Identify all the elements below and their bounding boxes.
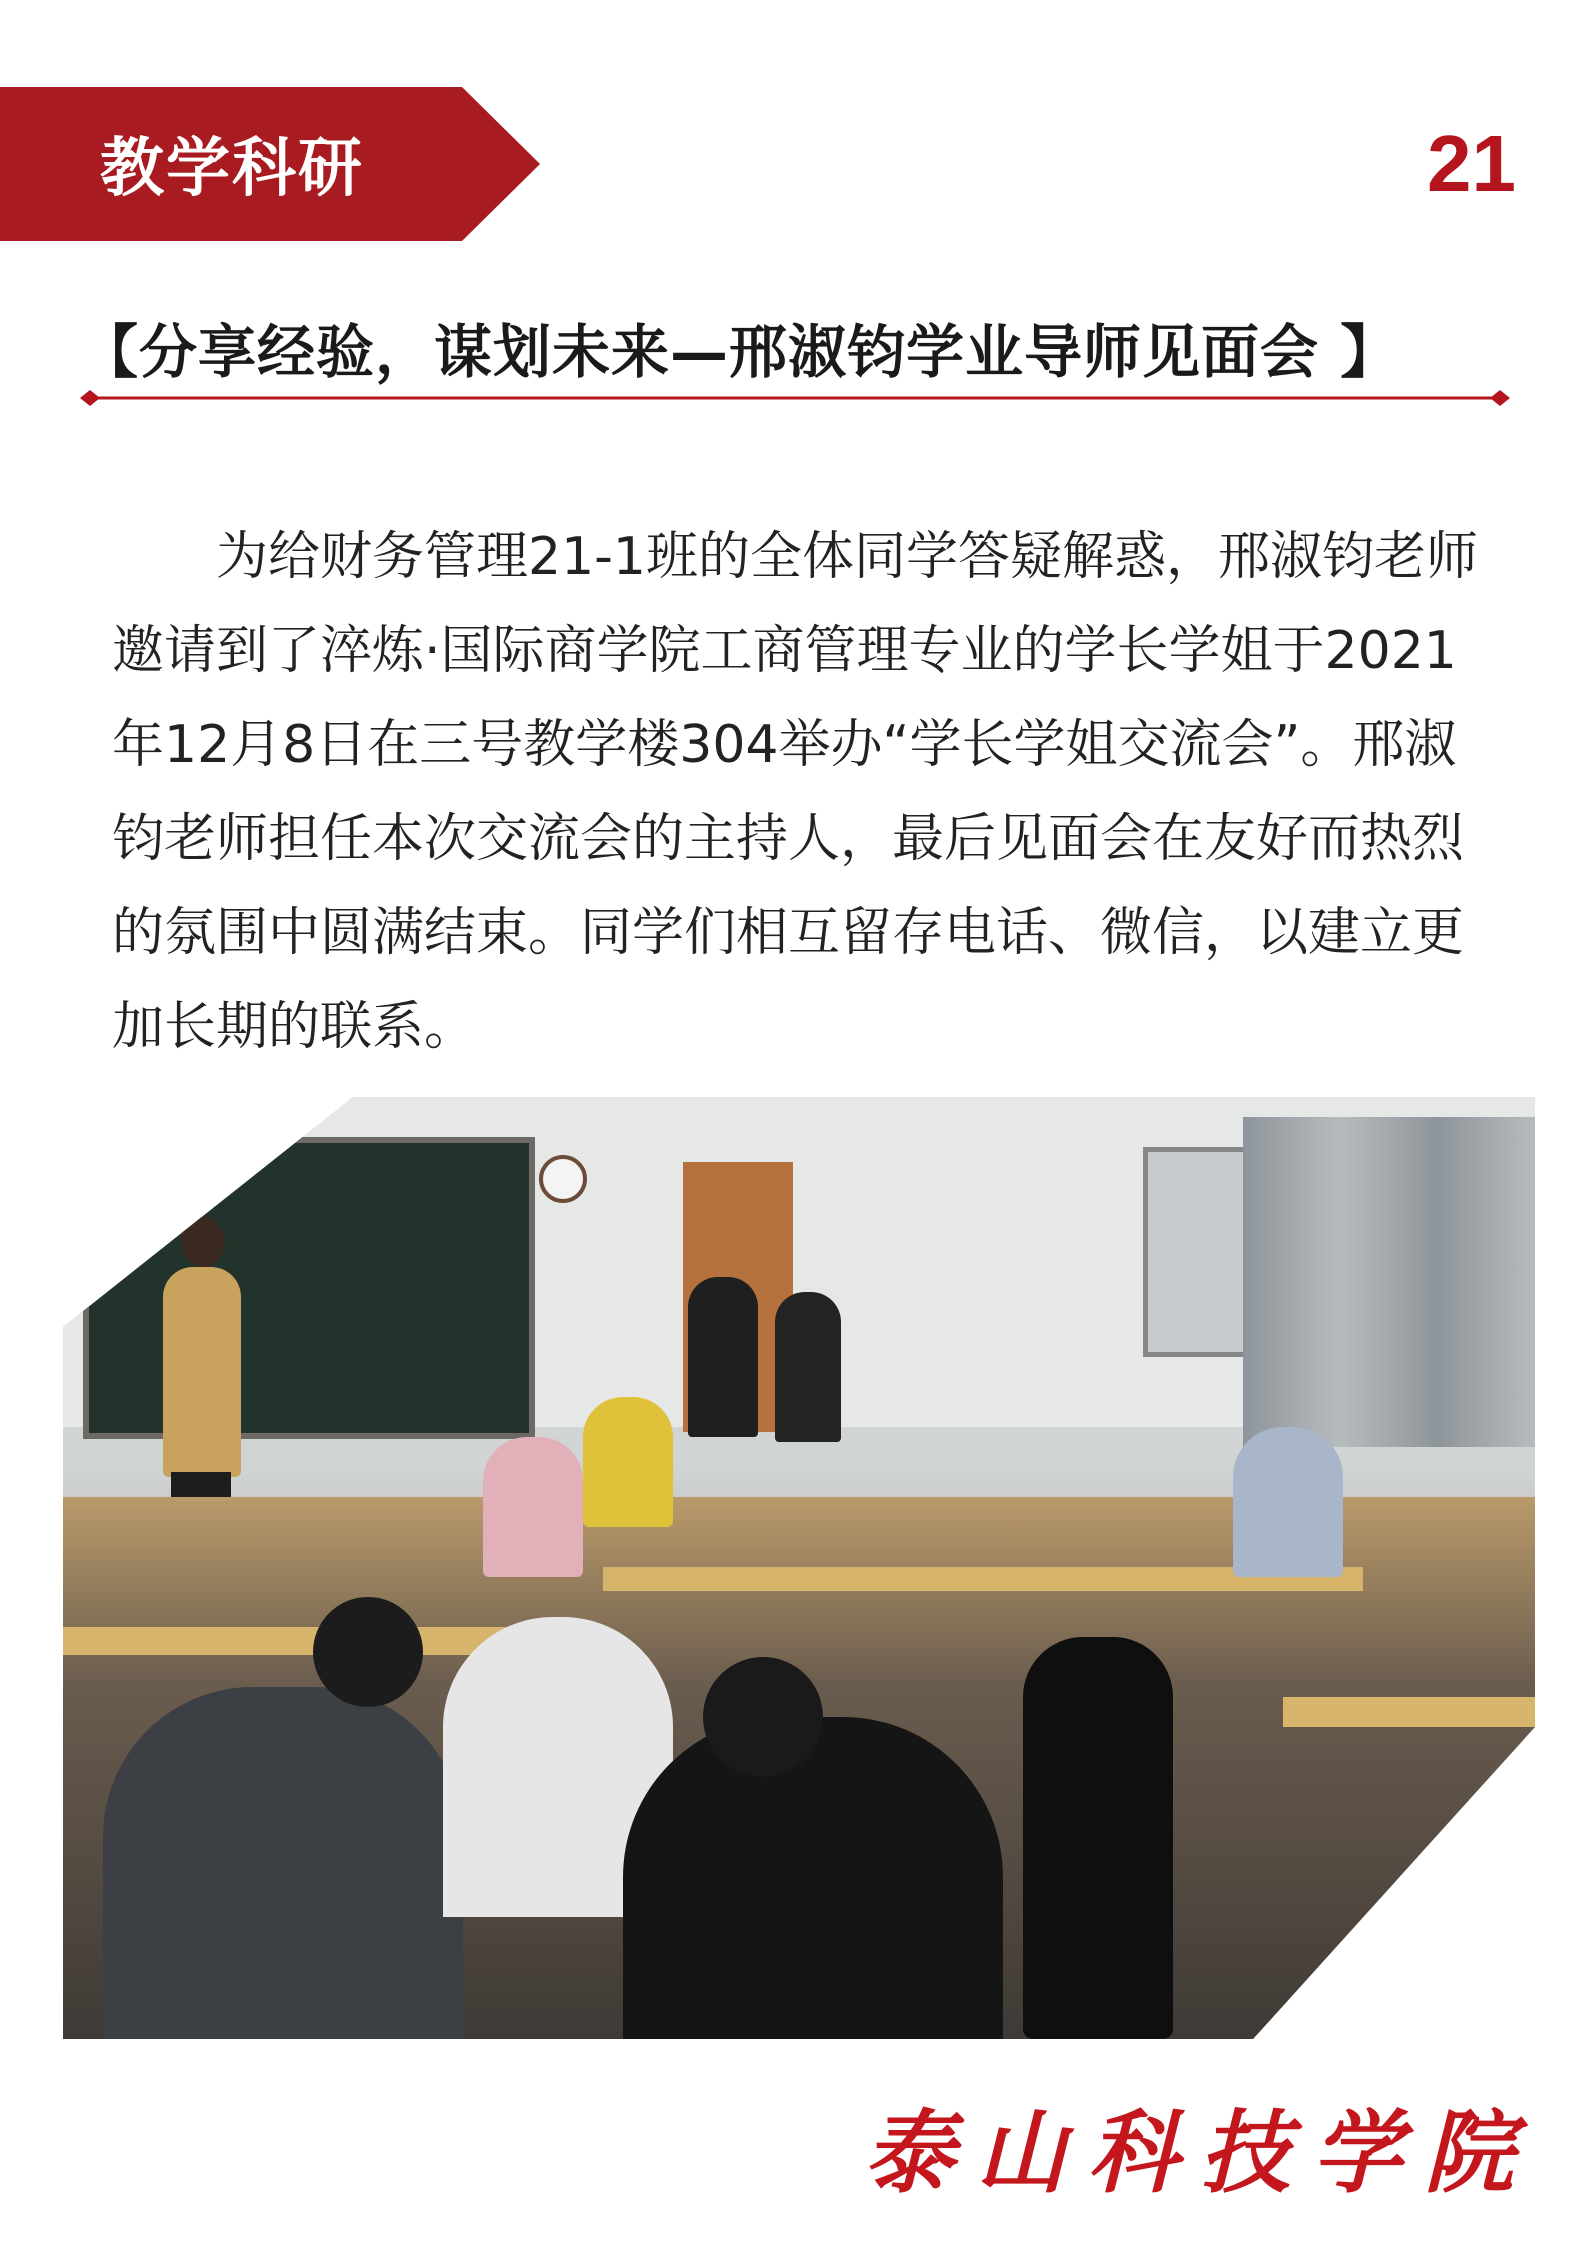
photo-presenter-head — [181, 1217, 225, 1267]
diamond-left-icon — [80, 390, 100, 406]
photo-guest-2 — [775, 1292, 841, 1442]
photo-student-head-1 — [313, 1597, 423, 1707]
photo-chalkboard — [83, 1137, 535, 1439]
section-banner — [0, 87, 540, 241]
photo-student-head-2 — [703, 1657, 823, 1777]
photo-desk-top-3 — [1283, 1697, 1535, 1727]
photo-curtains — [1243, 1117, 1535, 1447]
title-underline — [80, 388, 1510, 408]
diamond-right-icon — [1490, 390, 1510, 406]
article-title: 【分享经验，谋划未来—邢淑钧学业导师见面会 】 — [80, 318, 1400, 386]
photo-student-front-left — [103, 1687, 463, 2039]
photo-student-yellow — [583, 1397, 673, 1527]
page-number: 21 — [1427, 119, 1516, 208]
classroom-photo — [63, 1097, 1535, 2039]
photo-student-pink — [483, 1437, 583, 1577]
photo-student-blue — [1233, 1427, 1343, 1577]
institution-logo: 泰山科技学院 — [864, 2100, 1536, 2206]
photo-clock-icon — [539, 1155, 587, 1203]
photo-student-black-jacket — [623, 1717, 1003, 2039]
photo-backpack — [1023, 1637, 1173, 2039]
photo-presenter — [163, 1267, 241, 1477]
article-body: 为给财务管理21-1班的全体同学答疑解惑，邢淑钧老师邀请到了淬炼·国际商学院工商管理专业的学长学姐于2021年12月8日在三号教学楼304举办“学长学姐交流会”。邢淑钧老师担任本次交流会的主持人，最后见面会在友好而热烈的氛围中圆满结束。同学们相互留存电话、微信，以建立更加长期的联系。 — [112, 527, 1479, 1057]
section-label: 教学科研 — [100, 131, 364, 206]
photo-guest-1 — [688, 1277, 758, 1437]
